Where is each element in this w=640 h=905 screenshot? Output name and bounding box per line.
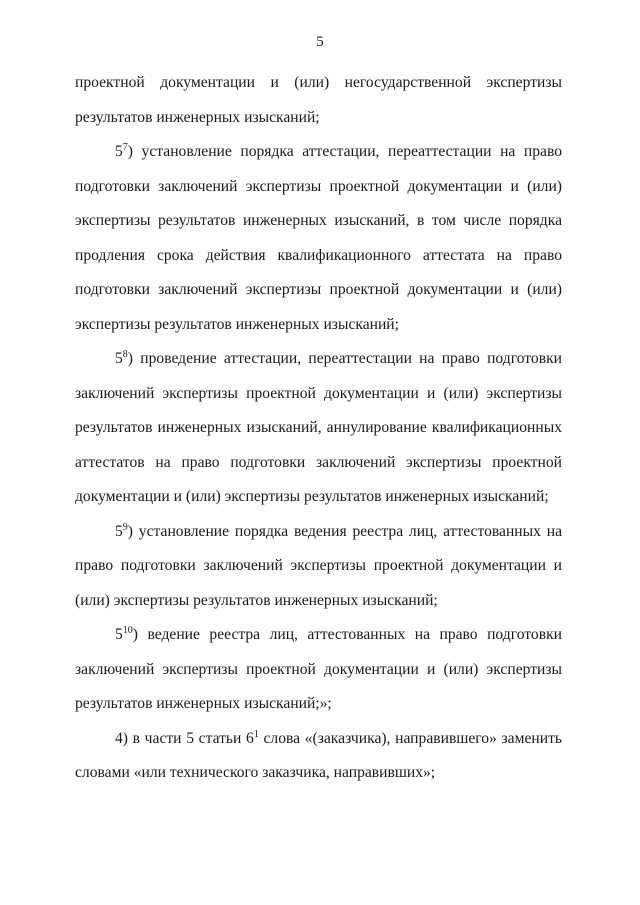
item-number: 5 xyxy=(115,626,123,643)
page-number: 5 xyxy=(316,34,324,50)
item-bracket: ) xyxy=(127,350,133,367)
paragraph-item-5-8 xyxy=(75,342,562,515)
paragraph-text: ведение реестра лиц, аттестованных на право подготовки заключений экспертизы проектной документации и (или) экспертизы результатов инженерных изысканий;»; xyxy=(75,626,562,712)
document-body xyxy=(75,66,562,791)
paragraph-text: проектной документации и (или) негосударственной экспертизы результатов инженерных изысканий; xyxy=(75,74,562,126)
item-superscript: 9 xyxy=(122,521,128,533)
paragraph-text: установление порядка ведения реестра лиц, аттестованных на право подготовки заключений экспертизы проектной документации и (или) экспертизы результатов инженерных изысканий; xyxy=(75,522,562,609)
paragraph-item-5-10 xyxy=(75,618,562,722)
item-bracket: ) xyxy=(127,522,133,540)
paragraph-text: слова «(заказчика), направившего» заменить словами «или технического заказчика, направивших»; xyxy=(75,729,562,781)
article-superscript: 1 xyxy=(253,728,259,740)
paragraph-item-5-7 xyxy=(75,135,562,342)
paragraph-continuation xyxy=(75,66,562,135)
item-number: 5 xyxy=(115,350,123,367)
item-bracket: ) xyxy=(132,626,138,643)
item-superscript: 8 xyxy=(122,349,128,360)
item-number: 5 xyxy=(115,143,123,160)
item-superscript: 7 xyxy=(122,142,128,153)
paragraph-text: проведение аттестации, переаттестации на право подготовки заключений экспертизы проектной документации и (или) экспертизы результатов инженерных изысканий, аннулирование квалификационных аттестатов на право подготовки заключений экспертизы проектной документации и (или) экспертизы результатов инженерных изысканий; xyxy=(75,350,562,505)
paragraph-item-5-9 xyxy=(75,515,562,619)
item-superscript: 10 xyxy=(122,625,133,636)
paragraph-item-4 xyxy=(75,722,562,791)
item-bracket: ) xyxy=(127,143,133,160)
item-lead: 4) в части 5 статьи 6 xyxy=(115,729,254,747)
paragraph-text: установление порядка аттестации, переаттестации на право подготовки заключений экспертизы проектной документации и (или) экспертизы результатов инженерных изысканий, в том числе порядка продления срока действия квалификационного аттестата на право подготовки заключений экспертизы проектной документации и (или) экспертизы результатов инженерных изысканий; xyxy=(75,143,562,333)
item-number: 5 xyxy=(115,522,123,540)
